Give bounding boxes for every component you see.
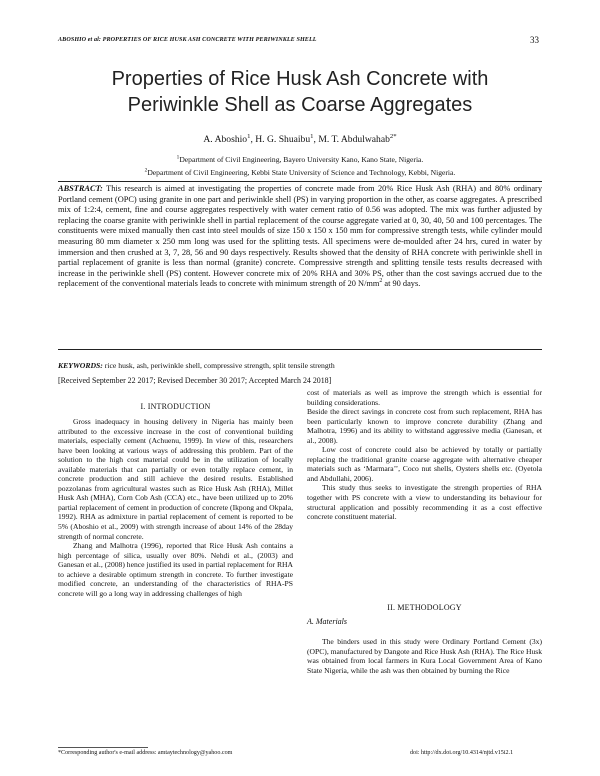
author-3-affiliation-mark: 2* [389, 132, 397, 140]
corresponding-author-footnote: *Corresponding author's e-mail address: amtaytechnology@yahoo.com [58, 750, 233, 756]
title-line-2: Periwinkle Shell as Coarse Aggregates [127, 94, 473, 116]
materials-subheading: A. Materials [307, 617, 347, 626]
running-head: ABOSHIO et al: PROPERTIES OF RICE HUSK ASH CONCRETE WITH PERIWINKLE SHELL [58, 37, 317, 43]
abstract-text-end: at 90 days. [382, 279, 421, 289]
affiliation-1 [60, 155, 540, 164]
intro-paragraph-6: This study thus seeks to investigate the strength properties of RHA together with PS concrete with a view to understanding its behaviour for structural application and possibly recommending it as a cost effective concrete constituent material. [307, 483, 542, 522]
author-1: A. Aboshio [203, 134, 248, 145]
abstract-superscript: 2 [379, 278, 383, 285]
abstract-label: ABSTRACT: [58, 184, 103, 193]
affiliation-1-mark: 1 [176, 154, 180, 161]
abstract-top-rule [58, 181, 542, 182]
footnote-rule [58, 747, 148, 748]
affiliation-2 [60, 168, 540, 177]
page-number: 33 [530, 35, 539, 45]
affiliation-2-text: Department of Civil Engineering, Kebbi State University of Science and Technology, Kebbi, Nigeria. [147, 168, 456, 177]
right-column-top [307, 388, 542, 522]
intro-paragraph-1: Gross inadequacy in housing delivery in Nigeria has mainly been attributed to the excessive increase in the cost of conventional building materials, especially cement (Achuenu, 1999). In view of this, researchers have been looking at various ways of addressing this problem. Part of the solution to the high cost material could be in the utilization of locally available materials that can partially or even totally replace cement, in concrete production and still achieve the desired results. Established pozzolanas from agricultural wastes such as Rice Husk Ash (RHA), Millet Husk Ash (MHA), Corn Cob Ash (CCA) etc., have been utilized up to 20% partial replacement of cement in production of concrete (Ikpong and Okpala, 1992). RHA as admixture in partial replacement of cement is reported to be 5% (Aboshio et al., 2009) with strength increase of about 14% of the 28day strength of normal concrete. [58, 417, 293, 541]
author-2-affiliation-mark: 1 [310, 132, 314, 140]
affiliation-1-text: Department of Civil Engineering, Bayero University Kano, Kano State, Nigeria. [179, 155, 424, 164]
author-3: , M. T. Abdulwahab [313, 134, 390, 145]
keywords-text: rice husk, ash, periwinkle shell, compressive strength, split tensile strength [102, 361, 335, 370]
intro-paragraph-5: Low cost of concrete could also be achieved by totally or partially replacing the traditional granite coarse aggregate with alternative cheaper materials such as ‘Marmara’’, Coco nut shells, Oysters shells etc. (Oyetola and Abdullahi, 2006). [307, 445, 542, 483]
keywords [58, 361, 542, 370]
paper-title [60, 66, 540, 118]
intro-paragraph-2: Zhang and Malhotra (1996), reported that Rice Husk Ash contains a high percentage of silica, usually over 80%. Nehdi et al., (2003) and Ganesan et al., (2008) hence justified its used in partial replacement for RHA to achieve a desirable optimum strength in concrete. To further investigate modified concrete, an understanding of the characteristics of RHA-PS concrete will go a long way in addressing challenges of high [58, 541, 293, 598]
author-list [60, 134, 540, 145]
author-1-affiliation-mark: 1 [247, 132, 251, 140]
abstract-bottom-rule [58, 349, 542, 350]
received-dates: [Received September 22 2017; Revised December 30 2017; Accepted March 24 2018] [58, 376, 332, 385]
abstract [58, 184, 542, 290]
methodology-heading: II. METHODOLOGY [387, 603, 462, 612]
right-column-bottom [307, 637, 542, 675]
intro-paragraph-4: Beside the direct savings in concrete cost from such replacement, RHA has been particularly known to improve concrete durability (Zhang and Malhotra, 1996) and its ability to withstand aggressive media (Ganesan, et al., 2008). [307, 407, 542, 445]
left-column [58, 417, 293, 598]
abstract-text: This research is aimed at investigating the properties of concrete made from 20% Rice Husk Ash (RHA) and 80% ordinary Portland cement (OPC) using granite in one part and periwinkle shell (PS) in varying proportion in the other, as coarse aggregates. A prescribed mix of 1:2:4, cement, fine and course aggregates respectively with water cement ratio of 0.56 was adopted. The mix was further adjusted by replacing the coarse granite with periwinkle shell in partial replacement of the course aggregate varied at 0, 30, 40, 50 and 100 percentages. The constituents were mixed manually then cast into steel moulds of size 150 x 150 x 150 mm for compressive strength tests, while cylinder mould measuring 80 mm diameter x 250 mm long was used for the splitting tests. All specimens were de-moulded after 24 hrs, cured in water by immersion and then crushed at 3, 7, 28, 56 and 90 days respectively. Results showed that the density of RHA concrete with periwinkle shell in partial replacement of granite is less than normal (granite) concrete. Compressive strength and splitting tensile tests results decreased with increase in the periwinkle shell (PS) content. However concrete mix of 20% RHA and 30% PS, other than the cost savings accrued due to the replacement of the conventional materials leads to concrete with minimum strength of 20 N/mm [58, 184, 542, 289]
intro-paragraph-3: cost of materials as well as improve the strength which is essential for building considerations. [307, 388, 542, 407]
introduction-heading: I. INTRODUCTION [140, 402, 211, 411]
affiliation-2-mark: 2 [144, 167, 148, 174]
methodology-paragraph-1: The binders used in this study were Ordinary Portland Cement (3x) (OPC), manufactured by Dangote and Rice Husk Ash (RHA). The Rice Husk was obtained from local farmers in Kura Local Government Area of Kano State Nigeria, while the ash was then obtained by burning the Rice [307, 637, 543, 675]
title-line-1: Properties of Rice Husk Ash Concrete with [111, 68, 489, 90]
keywords-label: KEYWORDS: [58, 361, 103, 370]
author-2: , H. G. Shuaibu [250, 134, 311, 145]
doi-link[interactable]: doi: http://dx.doi.org/10.4314/njtd.v15i2.1 [410, 750, 514, 756]
